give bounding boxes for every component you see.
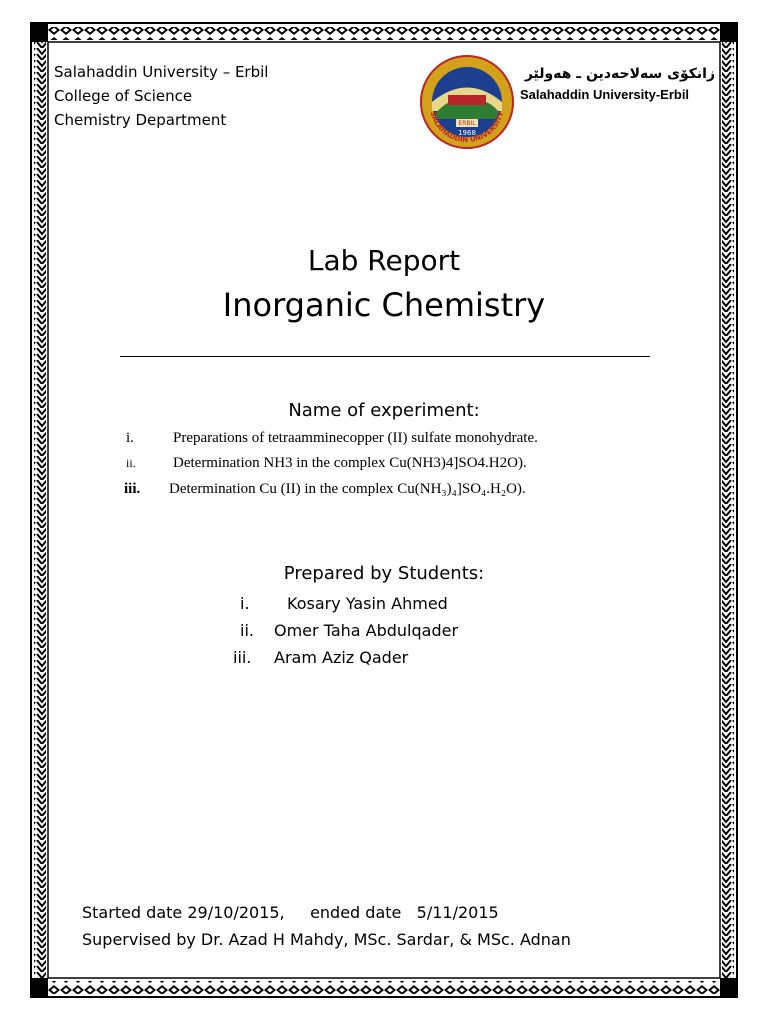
department-name: Chemistry Department — [54, 111, 227, 129]
student-number: ii. — [240, 621, 254, 640]
experiment-number: ii. — [126, 456, 136, 470]
college-name: College of Science — [54, 87, 193, 105]
student-number: iii. — [233, 648, 252, 667]
experiment-item: Preparations of tetraamminecopper (II) sulfate monohydrate. — [173, 430, 538, 446]
report-subject: Inorganic Chemistry — [222, 286, 546, 324]
university-seal-logo — [418, 53, 516, 151]
experiment-item: Determination NH3 in the complex Cu(NH3)4]SO4.H2O). — [173, 455, 527, 471]
student-number: i. — [240, 594, 250, 613]
seal-ring-text: SALAHADDIN UNIVERSITY — [428, 110, 506, 145]
university-name: Salahaddin University – Erbil — [54, 63, 269, 81]
report-title: Lab Report — [307, 244, 461, 277]
supervisors: Supervised by Dr. Azad H Mahdy, MSc. Sardar, & MSc. Adnan — [82, 930, 571, 949]
experiment-number: iii. — [124, 481, 141, 497]
title-divider — [120, 356, 650, 357]
student-name: Aram Aziz Qader — [274, 648, 409, 667]
student-name: Omer Taha Abdulqader — [274, 621, 459, 640]
experiments-heading: Name of experiment: — [288, 400, 480, 421]
students-heading: Prepared by Students: — [283, 563, 485, 584]
report-dates: Started date 29/10/2015, ended date 5/11/2015 — [82, 903, 499, 922]
student-name: Kosary Yasin Ahmed — [287, 594, 448, 613]
logo-english-name: Salahaddin University-Erbil — [520, 87, 690, 102]
experiment-item: Determination Cu (II) in the complex Cu(NH₃)₄]SO₄.H₂O). — [169, 481, 526, 497]
experiment-number: i. — [126, 430, 134, 446]
logo-kurdish-name: زانكۆی سەلاحەدین ـ هەولێر — [524, 66, 715, 82]
seal-city: ERBIL — [458, 120, 476, 127]
seal-year: 1968 — [458, 129, 476, 137]
